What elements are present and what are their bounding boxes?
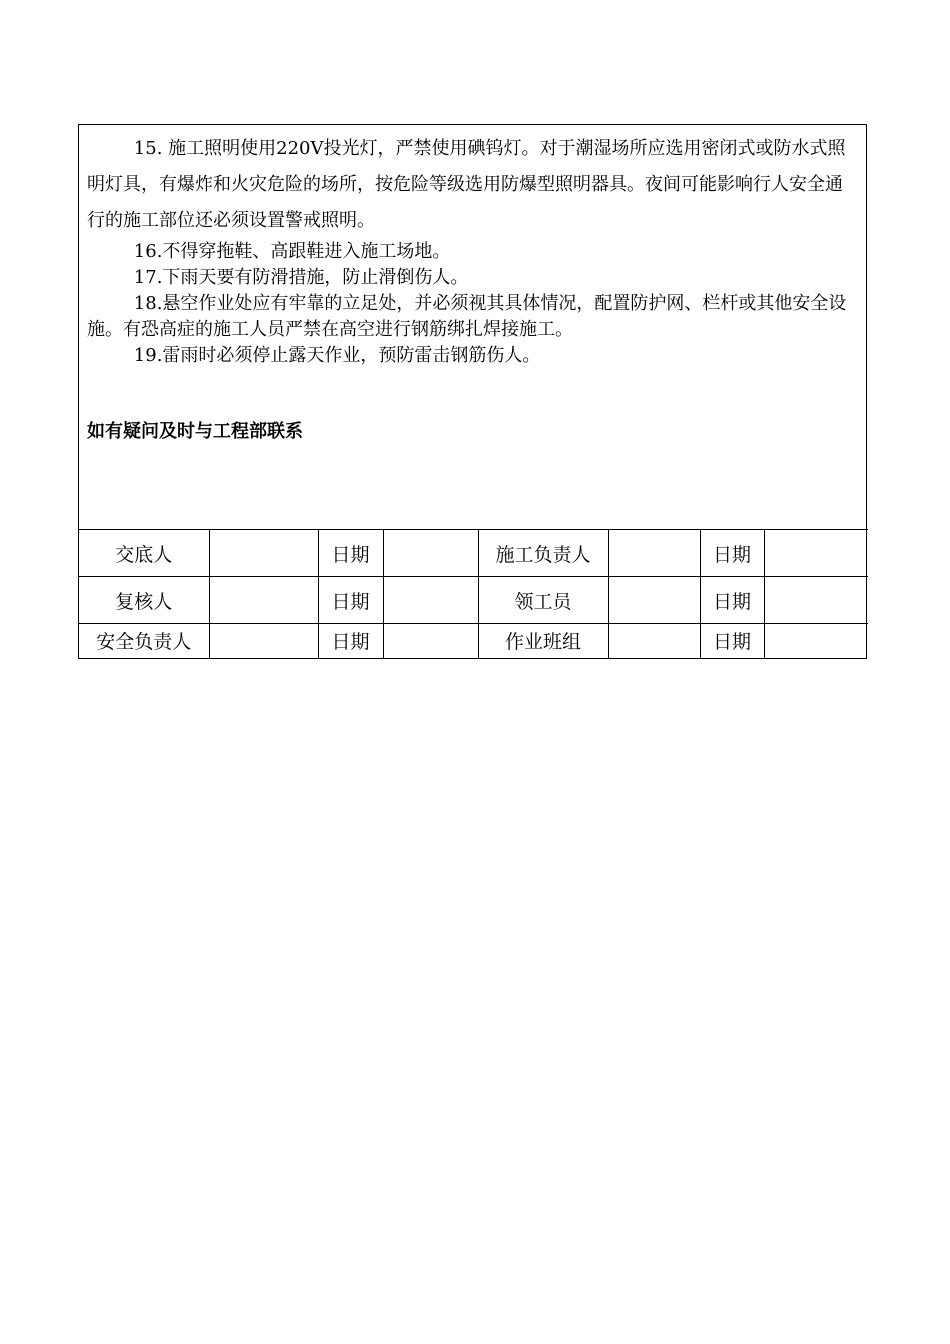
date-field[interactable]: [383, 577, 478, 624]
label-date: 日期: [318, 577, 383, 624]
date-field[interactable]: [383, 624, 478, 658]
disclosure-person-field[interactable]: [209, 530, 318, 577]
date-field[interactable]: [383, 530, 478, 577]
label-reviewer: 复核人: [79, 577, 209, 624]
foreman-field[interactable]: [608, 577, 700, 624]
safety-lead-field[interactable]: [209, 624, 318, 658]
label-date: 日期: [700, 577, 764, 624]
label-date: 日期: [318, 530, 383, 577]
label-foreman: 领工员: [478, 577, 608, 624]
disclosure-form: [78, 124, 867, 659]
label-date: 日期: [700, 624, 764, 658]
signoff-row: [79, 530, 868, 577]
instruction-item-16: 16.不得穿拖鞋、高跟鞋进入施工场地。: [133, 241, 451, 262]
signoff-row: [79, 624, 868, 658]
label-construction-lead: 施工负责人: [478, 530, 608, 577]
instruction-item-15: 15. 施工照明使用220V投光灯，严禁使用碘钨灯。对于潮湿场所应选用密闭式或防水式照明灯具，有爆炸和火灾危险的场所，按危险等级选用防爆型照明器具。夜间可能影响行人安全通行的施工部位还必须设置警戒照明。: [87, 138, 846, 231]
label-date: 日期: [700, 530, 764, 577]
instruction-item-19: 19.雷雨时必须停止露天作业，预防雷击钢筋伤人。: [133, 345, 541, 366]
date-field[interactable]: [764, 530, 868, 577]
label-date: 日期: [318, 624, 383, 658]
reviewer-field[interactable]: [209, 577, 318, 624]
label-safety-lead: 安全负责人: [79, 624, 209, 658]
signoff-row: [79, 577, 868, 624]
construction-lead-field[interactable]: [608, 530, 700, 577]
date-field[interactable]: [764, 624, 868, 658]
contact-note: 如有疑问及时与工程部联系: [87, 421, 303, 442]
label-disclosure-person: 交底人: [79, 530, 209, 577]
work-team-field[interactable]: [608, 624, 700, 658]
signoff-table: [79, 529, 868, 658]
label-work-team: 作业班组: [478, 624, 608, 658]
instruction-item-17: 17.下雨天要有防滑措施，防止滑倒伤人。: [133, 267, 469, 288]
date-field[interactable]: [764, 577, 868, 624]
instruction-item-18: 18.悬空作业处应有牢靠的立足处，并必须视其具体情况，配置防护网、栏杆或其他安全设施。有恐高症的施工人员严禁在高空进行钢筋绑扎焊接施工。: [87, 293, 847, 340]
safety-instructions: [79, 125, 866, 529]
